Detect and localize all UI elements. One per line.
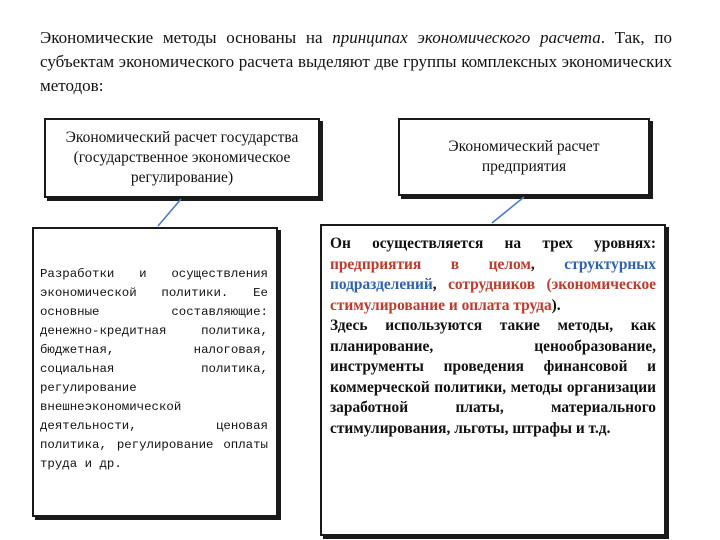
state-policy-text: Разработки и осуществления экономической политики. Ее основные составляющие: денежно-кредитная политика, бюджетная, налоговая, социальная политика, регулирование внешнеэкономической деятельности, ценовая политика, регулирование оплаты труда и др. [40, 267, 268, 471]
level-subdivisions: структурных подразделений [330, 255, 656, 293]
connector-left [158, 199, 181, 226]
levels-intro: Он осуществляется на трех уровнях: [330, 235, 656, 252]
intro-part2: . Так, по субъектам экономического расчета выделяют две группы комплексных экономических методов: [40, 28, 672, 95]
level-enterprise: предприятия в целом [330, 255, 531, 273]
enterprise-calculation-title: Экономический расчет предприятия [448, 138, 600, 175]
level-employees: сотрудников (экономическое стимулирование и оплата труда [330, 276, 656, 314]
state-calculation-title: Экономический расчет государства (государственное экономическое регулирование) [65, 129, 299, 186]
levels-separator-2: , [432, 276, 449, 293]
levels-close: ). [551, 296, 561, 314]
intro-emphasis: принципах экономического расчета [332, 28, 601, 47]
state-policy-details [32, 227, 278, 517]
levels-separator-1: , [530, 255, 565, 273]
methods-text: Здесь используются такие методы, как планирование, ценообразование, инструменты проведения финансовой и коммерческой политики, методы организации заработной платы, материального стимулирования, льготы, штрафы и т.д. [330, 317, 656, 437]
enterprise-levels-details [320, 224, 666, 536]
connector-right [492, 197, 524, 223]
intro-part1: Экономические методы основаны на [40, 28, 333, 47]
